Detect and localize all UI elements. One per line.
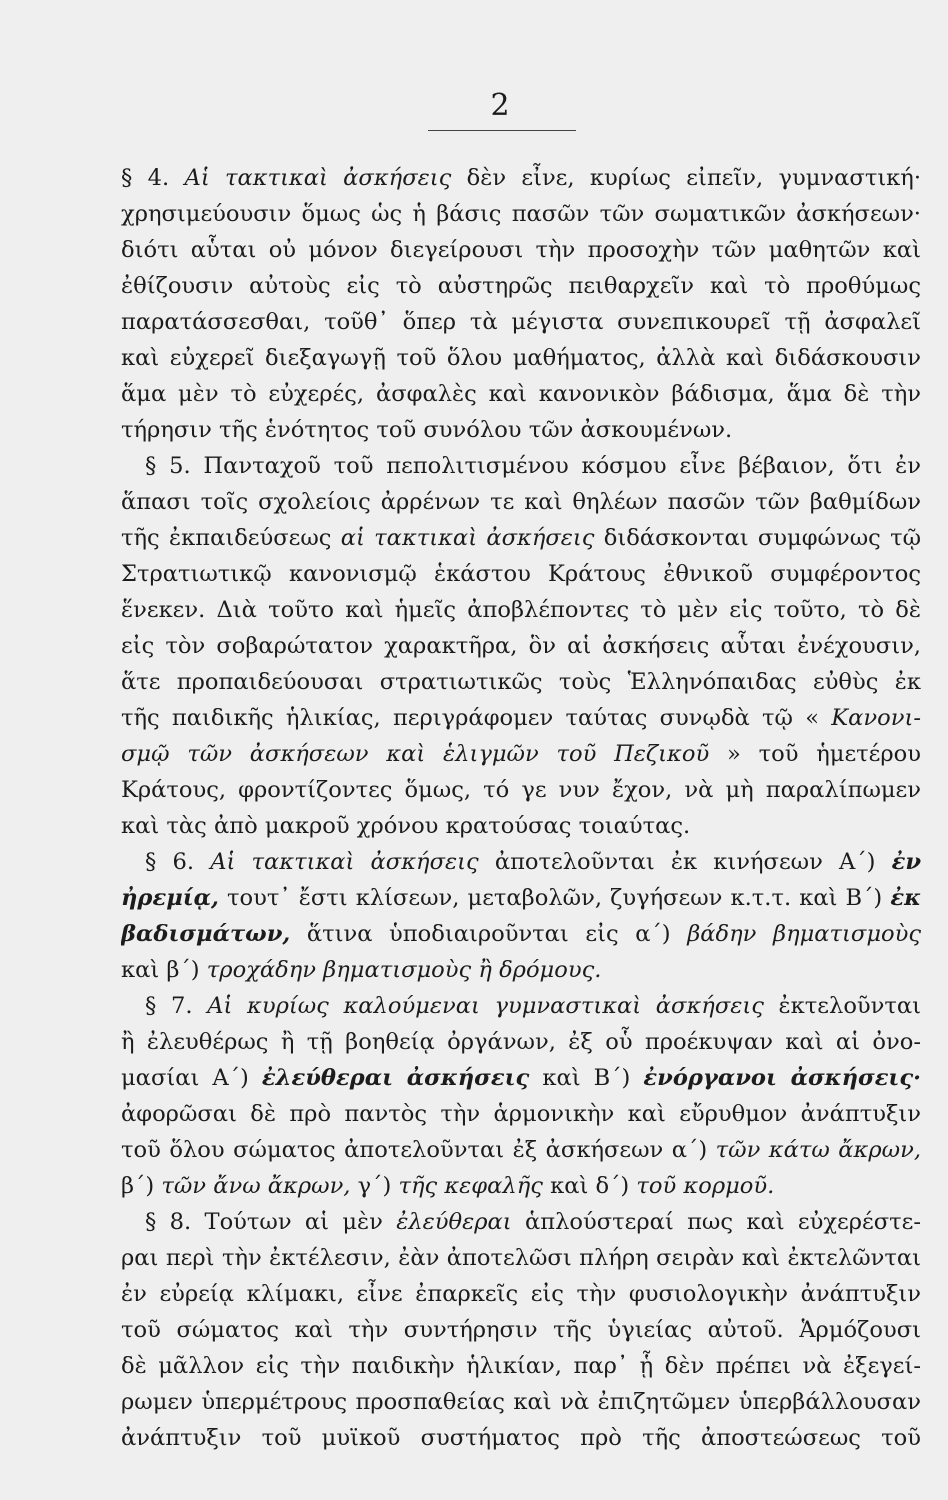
text-line	[121, 304, 921, 340]
italic-phrase: τῶν ἄνω ἄκρων,	[161, 1173, 351, 1199]
italic-phrase: τῆς κεφαλῆς	[398, 1173, 543, 1199]
text-segment: διδάσκονται συμφώνως τῷ	[594, 525, 921, 551]
text-line	[121, 340, 921, 376]
text-line	[121, 412, 921, 448]
text-line	[121, 160, 921, 196]
text-segment: ἢ ἐλευθέρως ἢ τῇ βοηθείᾳ ὀργάνων, ἐξ οὗ προέκυψαν καὶ αἱ ὀνο-	[121, 1029, 921, 1055]
text-segment: καὶ εὐχερεῖ διεξαγωγῇ τοῦ ὅλου μαθήματος, ἀλλὰ καὶ διδάσκουσιν	[121, 345, 921, 371]
text-line	[121, 880, 921, 916]
text-line	[121, 916, 921, 952]
text-line	[121, 952, 921, 988]
text-line	[121, 664, 921, 700]
text-segment: § 8. Τούτων αἱ μὲν	[145, 1209, 397, 1235]
text-segment: » τοῦ ἡμετέρου	[709, 741, 921, 767]
text-segment: τοῦ σώματος καὶ τὴν συντήρησιν τῆς ὑγιείας αὐτοῦ. Ἁρμόζουσι	[121, 1317, 921, 1343]
italic-phrase: τοῦ κορμοῦ.	[636, 1173, 775, 1199]
text-segment: § 5. Πανταχοῦ τοῦ πεπολιτισμένου κόσμου εἶνε βέβαιον, ὅτι ἐν	[145, 453, 921, 479]
text-line	[121, 1024, 921, 1060]
text-line	[121, 376, 921, 412]
bold-term: ἠρεμίᾳ,	[121, 885, 219, 911]
text-line	[121, 1348, 921, 1384]
bold-term: ἐν	[891, 849, 921, 875]
italic-phrase: τῶν κάτω ἄκρων,	[715, 1137, 921, 1163]
text-segment: τήρησιν τῆς ἑνότητος τοῦ συνόλου τῶν ἀσκουμένων.	[121, 417, 733, 443]
text-segment: δὲ μᾶλλον εἰς τὴν παιδικὴν ἡλικίαν, παρ᾽ ᾗ δὲν πρέπει νὰ ἐξεγεί-	[121, 1353, 921, 1379]
italic-phrase: Αἱ τακτικαὶ ἀσκήσεις	[184, 165, 452, 191]
page-number: 2	[490, 88, 510, 123]
text-segment: εἰς τὸν σοβαρώτατον χαρακτῆρα, ὃν αἱ ἀσκήσεις αὗται ἐνέχουσιν,	[121, 633, 921, 659]
text-segment: διότι αὗται οὐ μόνον διεγείρουσι τὴν προσοχὴν τῶν μαθητῶν καὶ	[121, 237, 921, 263]
text-segment: δὲν εἶνε, κυρίως εἰπεῖν, γυμναστική·	[451, 165, 921, 191]
bold-term: ἐλεύθεραι ἀσκήσεις	[261, 1065, 530, 1091]
text-line	[121, 232, 921, 268]
text-segment: ἅτε προπαιδεύουσαι στρατιωτικῶς τοὺς Ἑλληνόπαιδας εὐθὺς ἐκ	[121, 669, 921, 695]
text-line	[121, 1204, 921, 1240]
text-segment: ἅμα μὲν τὸ εὐχερές, ἀσφαλὲς καὶ κανονικὸν βάδισμα, ἅμα δὲ τὴν	[121, 381, 921, 407]
text-segment: ἐθίζουσιν αὐτοὺς εἰς τὸ αὐστηρῶς πειθαρχεῖν καὶ τὸ προθύμως	[121, 273, 921, 299]
italic-phrase: τροχάδην βηματισμοὺς ἢ δρόμους.	[206, 957, 602, 983]
text-segment: ἀνάπτυξιν τοῦ μυϊκοῦ συστήματος πρὸ τῆς ἀποστεώσεως τοῦ	[121, 1425, 921, 1451]
text-line	[121, 1420, 921, 1456]
italic-phrase: σμῷ τῶν ἀσκήσεων καὶ ἑλιγμῶν τοῦ Πεζικοῦ	[121, 741, 710, 767]
italic-phrase: Αἱ κυρίως καλούμεναι γυμναστικαὶ ἀσκήσεις	[207, 993, 764, 1019]
text-line	[121, 808, 921, 844]
text-segment: β΄)	[121, 1173, 162, 1199]
text-line	[121, 700, 921, 736]
text-segment: καὶ Β΄)	[529, 1065, 644, 1091]
italic-phrase: ἐλεύθεραι	[396, 1209, 512, 1235]
text-segment: καὶ β΄)	[121, 957, 207, 983]
bold-term: ἐνόργανοι ἀσκήσεις·	[643, 1065, 921, 1091]
text-segment: τουτ᾽ ἔστι κλίσεων, μεταβολῶν, ζυγήσεων κ.τ.τ. καὶ Β΄)	[218, 885, 891, 911]
text-segment: ἕνεκεν. Διὰ τοῦτο καὶ ἡμεῖς ἀποβλέποντες τὸ μὲν εἰς τοῦτο, τὸ δὲ	[121, 597, 921, 623]
italic-phrase: αἱ τακτικαὶ ἀσκήσεις	[340, 525, 595, 551]
text-line	[121, 1240, 921, 1276]
text-line	[121, 1132, 921, 1168]
text-segment: ἅπασι τοῖς σχολείοις ἀρρένων τε καὶ θηλέων πασῶν τῶν βαθμίδων	[121, 489, 921, 515]
text-segment: Κράτους, φροντίζοντες ὅμως, τό γε νυν ἔχον, νὰ μὴ παραλίπωμεν	[121, 777, 921, 803]
text-line	[121, 1276, 921, 1312]
text-segment: Στρατιωτικῷ κανονισμῷ ἑκάστου Κράτους ἐθνικοῦ συμφέροντος	[121, 561, 921, 587]
text-segment: ἀποτελοῦνται ἐκ κινήσεων Α΄)	[478, 849, 892, 875]
text-line	[121, 1168, 921, 1204]
text-line	[121, 484, 921, 520]
text-segment: καὶ τὰς ἀπὸ μακροῦ χρόνου κρατούσας τοιαύτας.	[121, 813, 691, 839]
text-segment: τῆς ἐκπαιδεύσεως	[121, 525, 341, 551]
text-line	[121, 772, 921, 808]
text-segment: § 6.	[145, 849, 211, 875]
text-line	[121, 556, 921, 592]
header-rule	[428, 130, 576, 131]
text-line	[121, 268, 921, 304]
text-segment: § 7.	[145, 993, 208, 1019]
italic-phrase: βάδην βηματισμοὺς	[687, 921, 921, 947]
bold-term: ἐκ	[890, 885, 921, 911]
text-line	[121, 1060, 921, 1096]
text-segment: τοῦ ὅλου σώματος ἀποτελοῦνται ἐξ ἀσκήσεων α΄)	[121, 1137, 716, 1163]
text-segment: ἐν εὐρείᾳ κλίμακι, εἶνε ἐπαρκεῖς εἰς τὴν φυσιολογικὴν ἀνάπτυξιν	[121, 1281, 921, 1307]
text-line	[121, 520, 921, 556]
text-segment: ἁπλούστεραί πως καὶ εὐχερέστε-	[511, 1209, 921, 1235]
italic-phrase: Κανονι-	[831, 705, 921, 731]
bold-term: βαδισμάτων,	[121, 921, 291, 947]
text-segment: ἐκτελοῦνται	[763, 993, 921, 1019]
text-line	[121, 844, 921, 880]
body-text	[121, 160, 921, 1456]
text-line	[121, 448, 921, 484]
text-segment: καὶ δ΄)	[542, 1173, 637, 1199]
text-segment: § 4.	[121, 165, 185, 191]
text-line	[121, 1384, 921, 1420]
text-segment: χρησιμεύουσιν ὅμως ὡς ἡ βάσις πασῶν τῶν σωματικῶν ἀσκήσεων·	[121, 201, 921, 227]
text-segment: ρωμεν ὑπερμέτρους προσπαθείας καὶ νὰ ἐπιζητῶμεν ὑπερβάλλουσαν	[121, 1389, 921, 1415]
text-segment: παρατάσσεσθαι, τοῦθ᾽ ὅπερ τὰ μέγιστα συνεπικουρεῖ τῇ ἀσφαλεῖ	[121, 309, 921, 335]
italic-phrase: Αἱ τακτικαὶ ἀσκήσεις	[210, 849, 479, 875]
text-segment: τῆς παιδικῆς ἡλικίας, περιγράφομεν ταύτας συνῳδὰ τῷ «	[121, 705, 832, 731]
text-line	[121, 628, 921, 664]
text-segment: γ΄)	[350, 1173, 399, 1199]
text-line	[121, 1312, 921, 1348]
text-segment: ἀφορῶσαι δὲ πρὸ παντὸς τὴν ἁρμονικὴν καὶ εὔρυθμον ἀνάπτυξιν	[121, 1101, 921, 1127]
text-segment: ἅτινα ὑποδιαιροῦνται εἰς α΄)	[290, 921, 688, 947]
text-line	[121, 988, 921, 1024]
text-line	[121, 196, 921, 232]
text-line	[121, 592, 921, 628]
text-line	[121, 736, 921, 772]
text-segment: μασίαι Α΄)	[121, 1065, 262, 1091]
text-segment: ραι περὶ τὴν ἐκτέλεσιν, ἐὰν ἀποτελῶσι πλήρη σειρὰν καὶ ἐκτελῶνται	[121, 1245, 921, 1271]
text-line	[121, 1096, 921, 1132]
